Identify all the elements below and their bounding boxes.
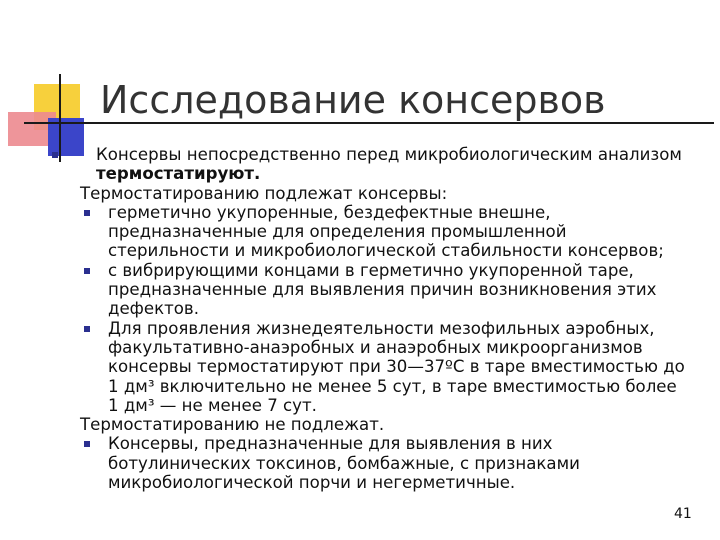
page-number: 41	[674, 506, 692, 522]
decorative-vertical-line	[59, 74, 61, 162]
list-item	[80, 434, 690, 492]
list-item-text: Для проявления жизнедеятельности мезофильных аэробных, факультативно-анаэробных и анаэробных микроорганизмов консервы термостатируют при 30—37ºС в таре вместимостью до 1 дм³ включительно не менее 5 сут, в таре вместимостью более 1 дм³ — не менее 7 сут.	[108, 318, 685, 415]
list-item	[80, 203, 690, 261]
intro-bold-text: термостатируют.	[96, 164, 261, 184]
slide-title: Исследование консервов	[100, 78, 606, 122]
slide-body	[80, 145, 690, 492]
list-item	[80, 261, 690, 319]
title-underline	[24, 122, 714, 124]
intro-paragraph	[80, 145, 690, 184]
bullet-square-icon	[84, 268, 90, 274]
list-item	[80, 319, 690, 415]
bullet-square-icon	[52, 152, 58, 158]
intro-text: Консервы непосредственно перед микробиологическим анализом	[96, 145, 682, 164]
list-item-text: Консервы, предназначенные для выявления в них ботулинических токсинов, бомбажные, с признаками микробиологической порчи и негерметичные.	[108, 434, 580, 493]
list-item-text: герметично укупоренные, бездефектные внешне, предназначенные для определения промышленной стерильности и микробиологической стабильности консервов;	[108, 202, 664, 261]
section2-heading: Термостатированию не подлежат.	[80, 415, 385, 435]
bullet-square-icon	[84, 210, 90, 216]
list-item-text: с вибрирующими концами в герметично укупоренной таре, предназначенные для выявления причин возникновения этих дефектов.	[108, 260, 657, 319]
bullet-square-icon	[84, 326, 90, 332]
bullet-square-icon	[84, 441, 90, 447]
section1-heading: Термостатированию подлежат консервы:	[80, 183, 448, 203]
